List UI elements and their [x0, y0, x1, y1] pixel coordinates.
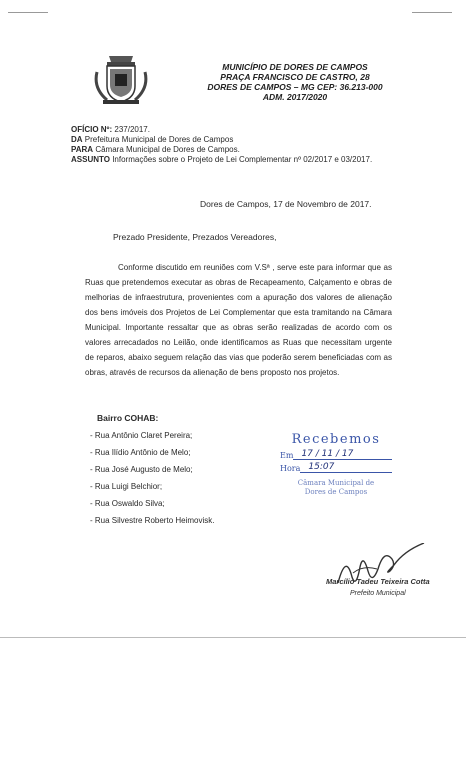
- coat-of-arms-logo: [93, 54, 149, 106]
- letter-meta: [71, 125, 401, 165]
- letterhead: [195, 62, 395, 102]
- signatory-name: Marcílio Tadeu Teixeira Cotta: [326, 577, 430, 586]
- list-item: - Rua Antônio Claret Pereira;: [90, 431, 193, 440]
- stamp-footer-line1: Câmara Municipal de: [297, 479, 375, 487]
- greeting: Prezado Presidente, Prezados Vereadores,: [113, 232, 277, 242]
- stamp-date-value: 17 / 11 / 17: [293, 449, 392, 460]
- para-label: PARA: [71, 145, 94, 154]
- list-item: - Rua Oswaldo Silva;: [90, 499, 165, 508]
- oficio-label: OFÍCIO Nº:: [71, 125, 113, 134]
- stamp-time-value: 15:07: [300, 462, 392, 473]
- stamp-footer-line2: Dores de Campos: [304, 488, 368, 496]
- page-bottom-rule: [0, 637, 466, 638]
- bairro-heading: Bairro COHAB:: [97, 413, 159, 423]
- letterhead-administration: ADM. 2017/2020: [262, 92, 328, 102]
- letter-date: Dores de Campos, 17 de Novembro de 2017.: [200, 199, 372, 209]
- stamp-hora-label: Hora: [280, 464, 301, 473]
- list-item: - Rua José Augusto de Melo;: [90, 465, 193, 474]
- street-list: [90, 427, 214, 529]
- received-stamp: [280, 432, 392, 497]
- letterhead-address: PRAÇA FRANCISCO DE CASTRO, 28: [220, 72, 370, 82]
- assunto-label: ASSUNTO: [71, 155, 110, 164]
- para-value: Câmara Municipal de Dores de Campos.: [95, 145, 240, 154]
- letterhead-municipality: MUNICÍPIO DE DORES DE CAMPOS: [222, 62, 368, 72]
- stamp-title: Recebemos: [291, 432, 381, 447]
- list-item: - Rua Ilídio Antônio de Melo;: [90, 448, 191, 457]
- da-value: Prefeitura Municipal de Dores de Campos: [84, 135, 234, 144]
- list-item: - Rua Luigi Belchior;: [90, 482, 163, 491]
- da-label: DA: [71, 135, 83, 144]
- signatory-title: Prefeito Municipal: [350, 590, 406, 597]
- stamp-em-label: Em: [280, 451, 294, 460]
- oficio-value: 237/2017.: [114, 125, 150, 134]
- assunto-value: Informações sobre o Projeto de Lei Complementar nº 02/2017 e 03/2017.: [112, 155, 373, 164]
- scan-edge-mark: [412, 12, 452, 13]
- body-paragraph: Conforme discutido em reuniões com V.Sª , serve este para informar que as Ruas que pretendemos executar as obras de Recapeamento, Calçamento e obras de melhorias de infraestrutura, provenientes com a apuração dos valores de alienação dos bens imóveis dos Projetos de Lei Complementar que esta tramitando na Câmara Municipal. Importante ressaltar que as obras serão realizadas de acordo com os valores arrecadados no Leilão, onde identificamos as Ruas que necessitam urgente de reparos, abaixo seguem relação das vias que poderão serem beneficiadas com as obras, através de recursos da alienação de bens proposto nos projetos.: [85, 263, 392, 377]
- scan-edge-mark: [8, 12, 48, 13]
- letterhead-city-cep: DORES DE CAMPOS – MG CEP: 36.213-000: [207, 82, 383, 92]
- list-item: - Rua Silvestre Roberto Heimovisk.: [90, 516, 215, 525]
